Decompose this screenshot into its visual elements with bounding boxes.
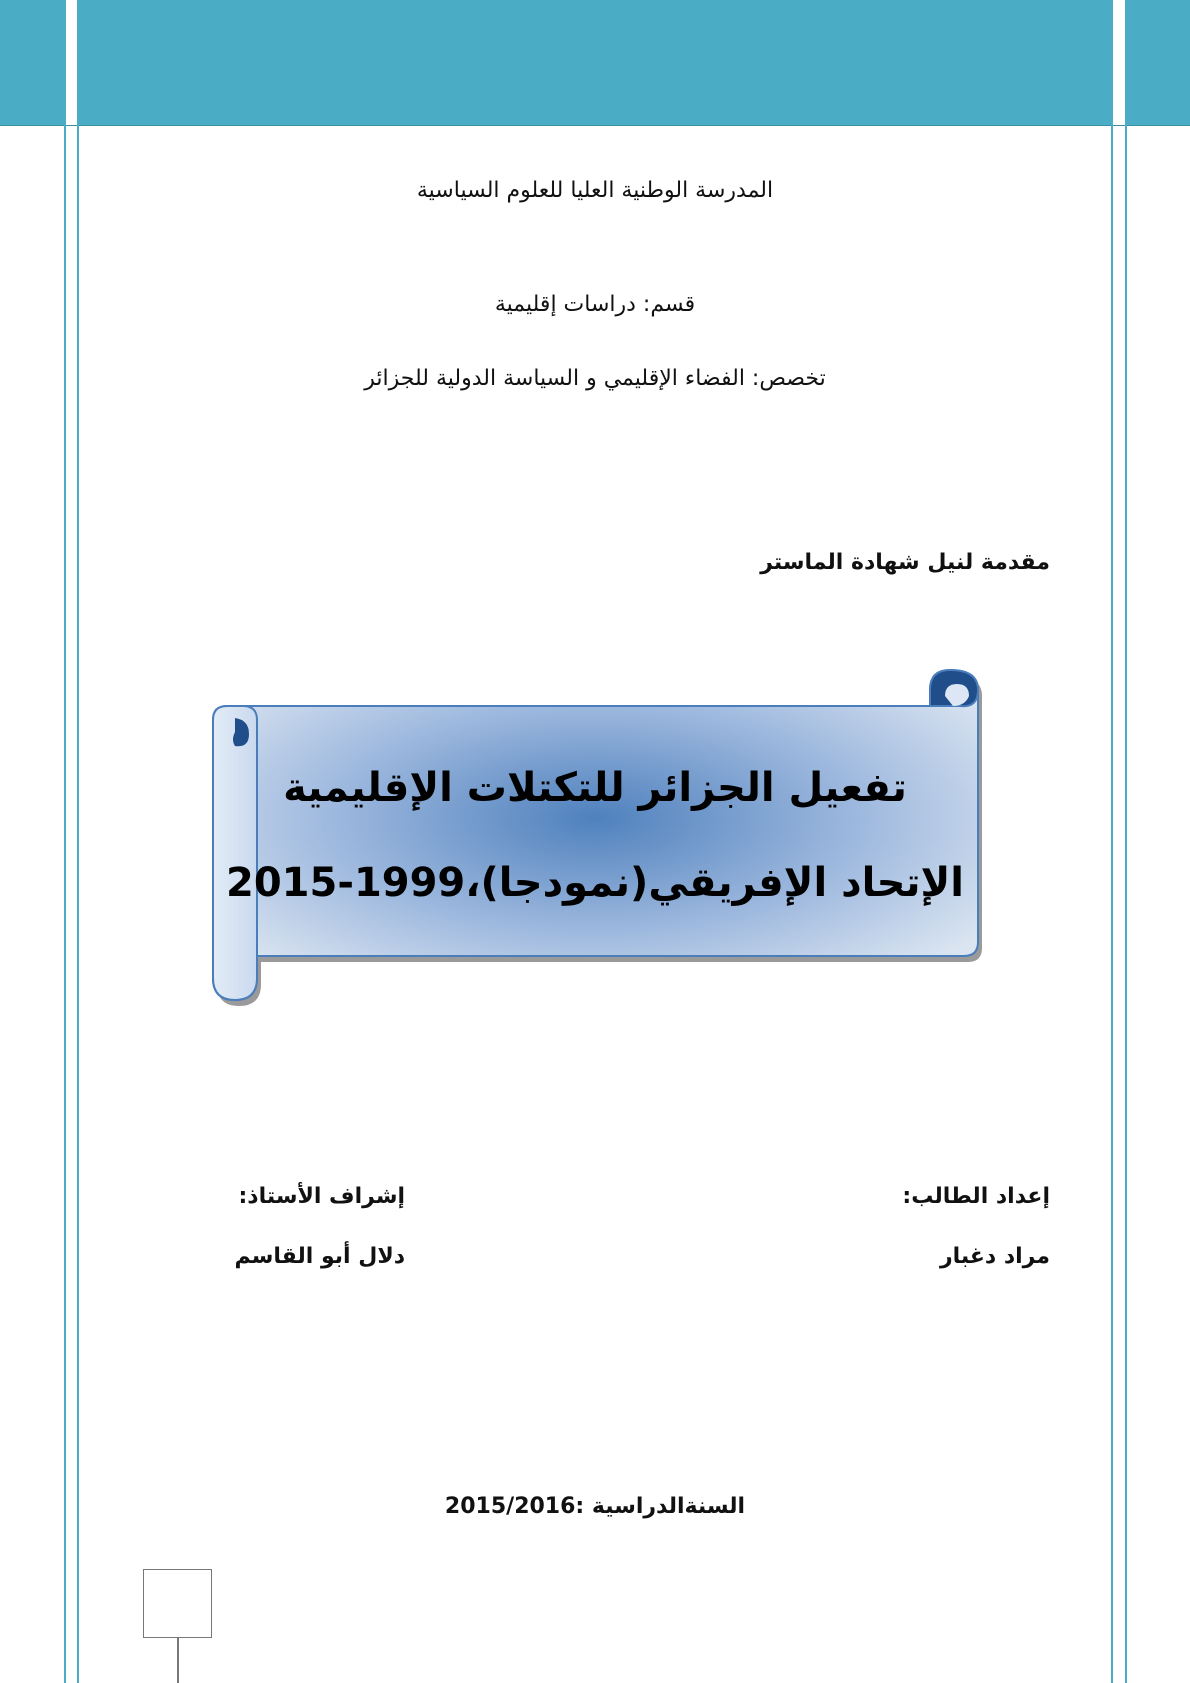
frame-line-left-inner (77, 0, 79, 1683)
degree-note: مقدمة لنيل شهادة الماستر (760, 550, 1050, 575)
frame-line-right-inner (1111, 0, 1113, 1683)
thesis-title-line2: الإتحاد الإفريقي(نمودجا)،1999-2015 (226, 860, 964, 906)
department: قسم: دراسات إقليمية (494, 292, 696, 317)
specialty: تخصص: الفضاء الإقليمي و السياسة الدولية للجزائر (364, 366, 826, 391)
thesis-title-line1: تفعيل الجزائر للتكتلات الإقليمية (283, 765, 907, 811)
frame-line-right-outer (1125, 0, 1127, 1683)
academic-year (0, 1494, 1190, 1519)
frame-line-left-outer (64, 0, 66, 1683)
supervisor-label: إشراف الأستاذ: (238, 1184, 405, 1209)
academic-year-label: السنةالدراسية : (575, 1494, 746, 1519)
corner-line-decoration (177, 1638, 179, 1683)
academic-year-value: 2015/2016 (444, 1494, 576, 1519)
supervisor-name: دلال أبو القاسم (234, 1244, 405, 1269)
left-header-band (0, 0, 64, 126)
main-header-band (79, 0, 1111, 126)
right-header-band (1126, 0, 1190, 126)
title-scroll-banner (205, 660, 990, 1025)
student-label: إعداد الطالب: (902, 1184, 1050, 1209)
corner-box-decoration (143, 1569, 212, 1638)
band-bottom-edge (0, 125, 1190, 126)
school-name: المدرسة الوطنية العليا للعلوم السياسية (416, 178, 774, 203)
student-name: مراد دغبار (939, 1244, 1050, 1269)
